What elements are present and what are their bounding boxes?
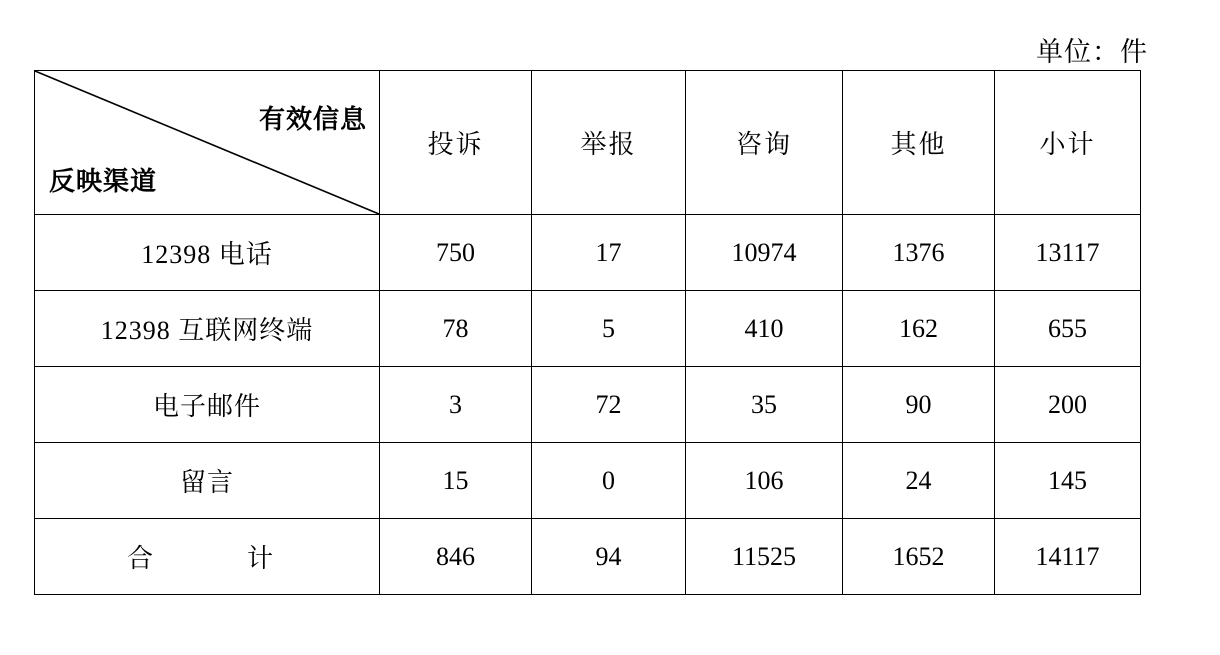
cell-value: 72 (532, 367, 686, 443)
table-row (35, 367, 1141, 443)
table-header-row (35, 71, 1141, 215)
row-axis-label: 反映渠道 (49, 167, 158, 196)
cell-value: 90 (843, 367, 995, 443)
table-row (35, 291, 1141, 367)
cell-value: 655 (995, 291, 1141, 367)
row-label: 留言 (35, 443, 380, 519)
cell-value: 1376 (843, 215, 995, 291)
cell-value: 846 (380, 519, 532, 595)
cell-value: 11525 (686, 519, 843, 595)
cell-value: 3 (380, 367, 532, 443)
cell-value: 94 (532, 519, 686, 595)
cell-value: 13117 (995, 215, 1141, 291)
cell-value: 14117 (995, 519, 1141, 595)
cell-value: 5 (532, 291, 686, 367)
cell-value: 24 (843, 443, 995, 519)
cell-value: 410 (686, 291, 843, 367)
cell-value: 200 (995, 367, 1141, 443)
row-label: 12398 电话 (35, 215, 380, 291)
table-row (35, 215, 1141, 291)
column-header-report: 举报 (532, 71, 686, 215)
column-header-consult: 咨询 (686, 71, 843, 215)
cell-value: 145 (995, 443, 1141, 519)
cell-value: 10974 (686, 215, 843, 291)
cell-value: 0 (532, 443, 686, 519)
cell-value: 1652 (843, 519, 995, 595)
statistics-table (34, 70, 1141, 595)
unit-note: 单位：件 (1036, 37, 1148, 67)
column-axis-label: 有效信息 (258, 105, 367, 134)
cell-value: 106 (686, 443, 843, 519)
table-corner-cell (35, 71, 380, 215)
cell-value: 750 (380, 215, 532, 291)
column-header-complaint: 投诉 (380, 71, 532, 215)
cell-value: 17 (532, 215, 686, 291)
row-label-total: 合 计 (35, 519, 380, 595)
cell-value: 162 (843, 291, 995, 367)
statistics-table-container (34, 70, 1140, 595)
row-label: 12398 互联网终端 (35, 291, 380, 367)
cell-value: 78 (380, 291, 532, 367)
column-header-subtotal: 小计 (995, 71, 1141, 215)
table-row (35, 443, 1141, 519)
column-header-other: 其他 (843, 71, 995, 215)
cell-value: 35 (686, 367, 843, 443)
cell-value: 15 (380, 443, 532, 519)
row-label: 电子邮件 (35, 367, 380, 443)
table-total-row (35, 519, 1141, 595)
